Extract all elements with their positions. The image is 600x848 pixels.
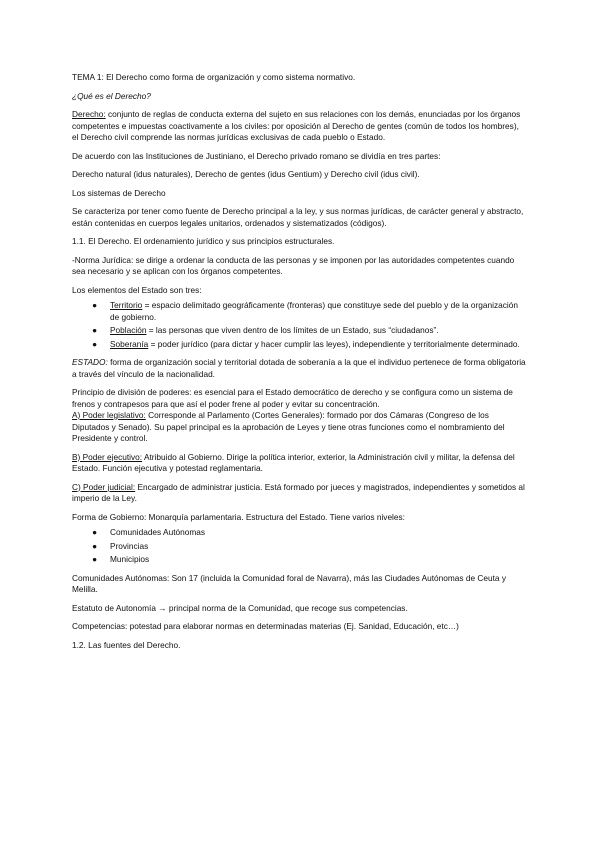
list-item-text: Provincias	[110, 540, 149, 551]
bullet-icon: ●	[92, 338, 98, 349]
bullet-icon: ●	[92, 554, 98, 564]
list-item-text: = espacio delimitado geográficamente (fronteras) que constituye sede del pueblo y de la organización de gobierno.	[110, 300, 518, 322]
list-item	[72, 527, 527, 539]
poder-judicial	[72, 482, 527, 505]
topic-title-text: : El Derecho como forma de organización y como sistema normativo.	[101, 72, 356, 82]
competencias-paragraph: Competencias: potestad para elaborar normas en determinadas materias (Ej. Sanidad, Educación, etc…)	[72, 621, 459, 631]
definition-derecho-text: conjunto de reglas de conducta externa del sujeto en sus relaciones con los demás, enunciadas por los órganos competentes e impuestas coactivamente a los civiles: por oposición al Derecho de gentes (común de todos los hombres), el Derecho civil comprende las normas jurídicas exclusivas de cada pueblo o Estado.	[72, 109, 521, 142]
document-body	[72, 72, 527, 658]
poder-legislativo	[72, 410, 527, 445]
list-item-text: Municipios	[110, 554, 150, 564]
bullet-icon: ●	[92, 527, 98, 537]
topic-title	[72, 72, 527, 84]
term-soberania: Soberanía	[110, 338, 149, 349]
bullet-icon: ●	[92, 540, 98, 551]
term-poder-legislativo: A) Poder legislativo:	[72, 410, 146, 420]
norma-juridica-paragraph: -Norma Jurídica: se dirige a ordenar la conducta de las personas y se imponen por las autoridades competentes cuando sea necesario y se aplican con los órganos competentes.	[72, 254, 515, 276]
bullet-icon: ●	[92, 300, 98, 310]
elementos-list	[72, 300, 527, 350]
justiniano-paragraph: De acuerdo con las Instituciones de Justiniano, el Derecho privado romano se dividía en tres partes:	[72, 150, 441, 161]
term-derecho: Derecho:	[72, 109, 106, 119]
section-heading-1-2: 1.2. Las fuentes del Derecho.	[72, 639, 181, 650]
elementos-intro: Los elementos del Estado son tres:	[72, 284, 202, 295]
poder-judicial-text: Encargado de administrar justicia. Está formado por jueces y magistrados, independientes y sometidos al imperio de la Ley.	[72, 481, 525, 503]
forma-gobierno-paragraph: Forma de Gobierno: Monarquía parlamentaria. Estructura del Estado. Tiene varios niveles:	[72, 511, 405, 522]
poder-legislativo-text: Corresponde al Parlamento (Cortes Generales): formado por dos Cámaras (Congreso de los Diputados y Senado). Su papel principal es la aprobación de Leyes y tiene otras funciones como el nombramiento del Presidente y control.	[72, 410, 505, 443]
list-item-text: Comunidades Autónomas	[110, 527, 206, 537]
definition-derecho	[72, 109, 527, 144]
list-item-text: = las personas que viven dentro de los límites de un Estado, sus “ciudadanos”.	[146, 325, 439, 335]
topic-number: TEMA 1	[72, 72, 102, 82]
term-estado: ESTADO:	[72, 357, 108, 367]
section-heading-1-1: 1.1. El Derecho. El ordenamiento jurídico y sus principios estructurales.	[72, 236, 335, 246]
list-item	[72, 300, 527, 323]
list-item	[72, 554, 527, 566]
estado-definition-text: forma de organización social y territorial dotada de soberanía a la que el individuo pertenece de forma obligatoria a través del vínculo de la nacionalidad.	[72, 357, 526, 379]
poder-ejecutivo-text: Atribuido al Gobierno. Dirige la política interior, exterior, la Administración civil y militar, la defensa del Estado. Función ejecutiva y potestad reglamentaria.	[72, 451, 515, 473]
term-poder-ejecutivo: B) Poder ejecutivo:	[72, 451, 143, 462]
question-heading: ¿Qué es el Derecho?	[72, 90, 151, 101]
term-territorio: Territorio	[110, 300, 143, 310]
estado-definition	[72, 357, 527, 380]
estatuto-paragraph: Estatuto de Autonomía → principal norma de la Comunidad, que recoge sus competencias.	[72, 602, 408, 613]
sistemas-paragraph: Se caracteriza por tener como fuente de Derecho principal a la ley, y sus normas jurídicas, de carácter general y abstracto, están contenidas en cuerpos legales unitarios, ordenados y sistematizados (códigos).	[72, 206, 524, 228]
partes-paragraph: Derecho natural (idus naturales), Derecho de gentes (idus Gentium) y Derecho civil (idus civil).	[72, 169, 420, 179]
list-item	[72, 541, 527, 553]
poder-ejecutivo	[72, 452, 527, 475]
bullet-icon: ●	[92, 325, 98, 335]
term-poder-judicial: C) Poder judicial:	[72, 481, 136, 492]
comunidades-paragraph: Comunidades Autónomas: Son 17 (incluida la Comunidad foral de Navarra), más las Ciudades Autónomas de Ceuta y Melilla.	[72, 572, 506, 594]
term-poblacion: Población	[110, 325, 147, 335]
list-item-text: = poder jurídico (para dictar y hacer cumplir las leyes), independiente y territorialmente determinado.	[148, 338, 520, 349]
niveles-list	[72, 527, 527, 566]
section-title-sistemas: Los sistemas de Derecho	[72, 187, 166, 198]
division-poderes-paragraph: Principio de división de poderes: es esencial para el Estado democrático de derecho y se configura como un sistema de frenos y contrapesos para que así el poder frene al poder y evitar su concentración.	[72, 387, 513, 409]
list-item	[72, 339, 527, 351]
list-item	[72, 325, 527, 337]
